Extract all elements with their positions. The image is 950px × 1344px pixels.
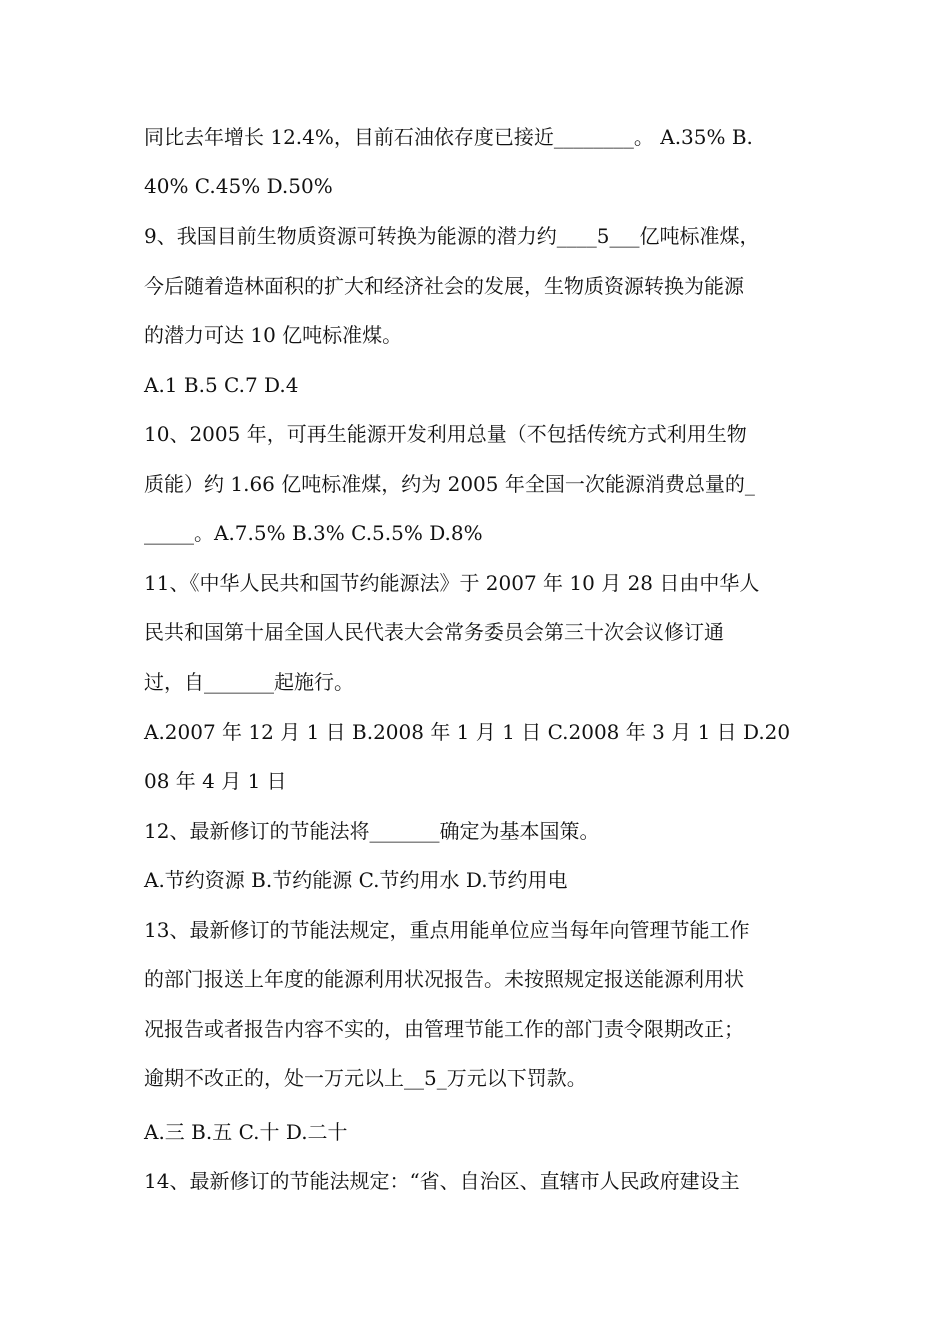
text-line: 40% C.45% D.50% <box>144 174 333 198</box>
text-line: _____。A.7.5% B.3% C.5.5% D.8% <box>144 521 483 545</box>
answer-options: A.三 B.五 C.十 D.二十 <box>144 1120 348 1144</box>
text-line: 质能）约 1.66 亿吨标准煤，约为 2005 年全国一次能源消费总量的_ <box>144 472 755 496</box>
text-line: 民共和国第十届全国人民代表大会常务委员会第三十次会议修订通 <box>144 620 724 644</box>
question-10-line: 10、2005 年，可再生能源开发利用总量（不包括传统方式利用生物 <box>144 422 747 446</box>
text-line: 逾期不改正的，处一万元以上__5_万元以下罚款。 <box>144 1066 587 1090</box>
question-11-line: 11、《中华人民共和国节约能源法》于 2007 年 10 月 28 日由中华人 <box>144 571 760 595</box>
answer-options: A.2007 年 12 月 1 日 B.2008 年 1 月 1 日 C.2008 年 3 月 1 日 D.20 <box>144 720 791 744</box>
question-13-line: 13、最新修订的节能法规定，重点用能单位应当每年向管理节能工作 <box>144 918 750 942</box>
text-line: 同比去年增长 12.4%，目前石油依存度已接近________。 A.35% B. <box>144 125 753 149</box>
text-line: 过，自_______起施行。 <box>144 670 354 694</box>
answer-options: A.1 B.5 C.7 D.4 <box>144 373 299 397</box>
text-line: 的潜力可达 10 亿吨标准煤。 <box>144 323 403 347</box>
question-9-line: 9、我国目前生物质资源可转换为能源的潜力约____5___亿吨标准煤， <box>144 224 760 248</box>
text-line: 今后随着造林面积的扩大和经济社会的发展，生物质资源转换为能源 <box>144 274 744 298</box>
text-line: 况报告或者报告内容不实的，由管理节能工作的部门责令限期改正； <box>144 1017 744 1041</box>
text-line: 的部门报送上年度的能源利用状况报告。未按照规定报送能源利用状 <box>144 967 744 991</box>
text-line: 08 年 4 月 1 日 <box>144 769 287 793</box>
question-12-line: 12、最新修订的节能法将_______确定为基本国策。 <box>144 819 600 843</box>
question-14-line: 14、最新修订的节能法规定：“省、自治区、直辖市人民政府建设主 <box>144 1169 740 1193</box>
answer-options: A.节约资源 B.节约能源 C.节约用水 D.节约用电 <box>144 868 568 892</box>
